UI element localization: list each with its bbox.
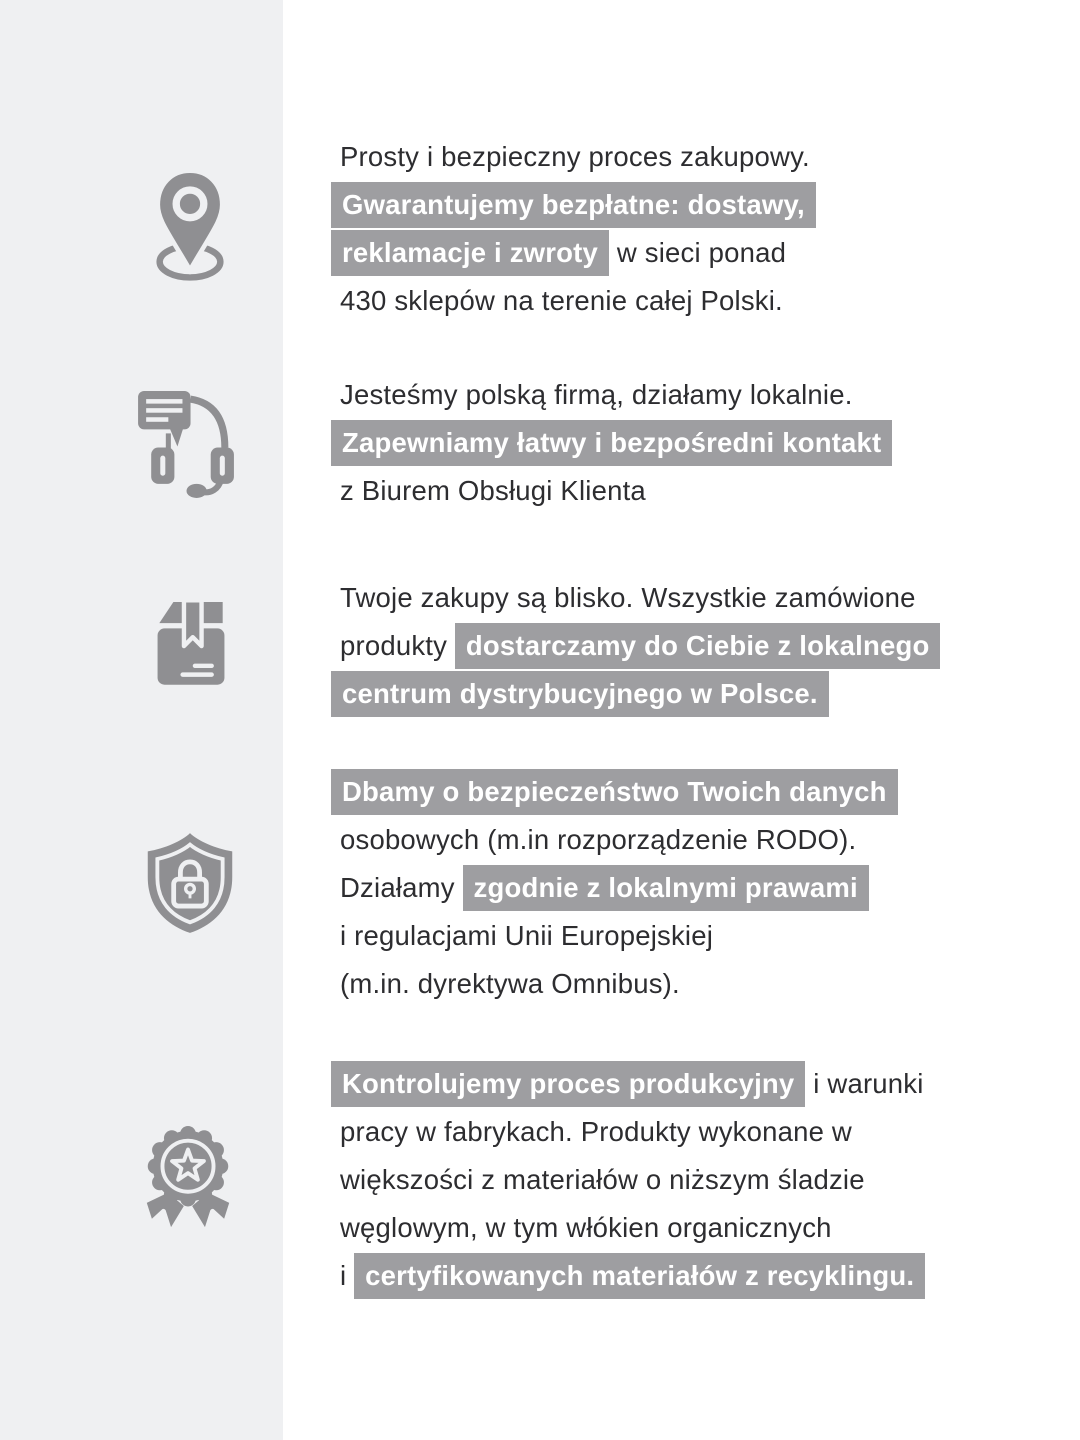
highlighted-text: reklamacje i zwroty [331,230,609,276]
text-line [340,1252,1000,1300]
highlighted-text: zgodnie z lokalnymi prawami [463,865,869,911]
text-line [340,768,1000,816]
support-headset-icon [138,389,234,502]
plain-text: produkty [340,630,455,661]
highlighted-text: Dbamy o bezpieczeństwo Twoich danych [331,769,898,815]
plain-text: z Biurem Obsługi Klienta [340,475,646,506]
text-block [340,574,1000,718]
plain-text: węglowym, w tym włókien organicznych [340,1212,832,1243]
plain-text: i regulacjami Unii Europejskiej [340,920,714,951]
section-data-security [340,768,1000,1008]
text-line [340,960,1000,1008]
plain-text: Twoje zakupy są blisko. Wszystkie zamówione [340,582,916,613]
text-line [340,670,1000,718]
plain-text: (m.in. dyrektywa Omnibus). [340,968,680,999]
highlighted-text: dostarczamy do Ciebie z lokalnego [455,623,941,669]
text-block [340,133,1000,325]
text-line [340,1060,1000,1108]
highlighted-text: certyfikowanych materiałów z recyklingu. [354,1253,925,1299]
text-line [340,133,1000,181]
plain-text: Działamy [340,872,463,903]
certificate-badge-icon [134,1119,242,1237]
plain-text: 430 sklepów na terenie całej Polski. [340,285,783,316]
text-line [340,1108,1000,1156]
text-line [340,229,1000,277]
plain-text: w sieci ponad [609,237,787,268]
shield-lock-icon [142,829,238,937]
section-production-control [340,1060,1000,1300]
plain-text: Prosty i bezpieczny proces zakupowy. [340,141,810,172]
package-box-icon [147,593,235,692]
text-line [340,277,1000,325]
plain-text: większości z materiałów o niższym śladzie [340,1164,865,1195]
highlighted-text: Gwarantujemy bezpłatne: dostawy, [331,182,816,228]
section-stores-network [340,133,1000,325]
highlighted-text: centrum dystrybucyjnego w Polsce. [331,671,829,717]
plain-text: osobowych (m.in rozporządzenie RODO). [340,824,857,855]
text-block [340,371,1000,515]
text-line [340,622,1000,670]
text-line [340,467,1000,515]
text-block [340,1060,1000,1300]
text-line [340,419,1000,467]
plain-text: Jesteśmy polską firmą, działamy lokalnie. [340,379,853,410]
text-line [340,912,1000,960]
plain-text: pracy w fabrykach. Produkty wykonane w [340,1116,852,1147]
text-line [340,181,1000,229]
section-customer-service [340,371,1000,515]
highlighted-text: Zapewniamy łatwy i bezpośredni kontakt [331,420,892,466]
plain-text: i [340,1260,355,1291]
text-line [340,816,1000,864]
text-line [340,1156,1000,1204]
location-pin-icon [144,167,236,283]
highlighted-text: Kontrolujemy proces produkcyjny [331,1061,805,1107]
text-line [340,574,1000,622]
text-line [340,371,1000,419]
section-local-distribution [340,574,1000,718]
text-line [340,864,1000,912]
plain-text: i warunki [805,1068,924,1099]
text-block [340,768,1000,1008]
text-line [340,1204,1000,1252]
